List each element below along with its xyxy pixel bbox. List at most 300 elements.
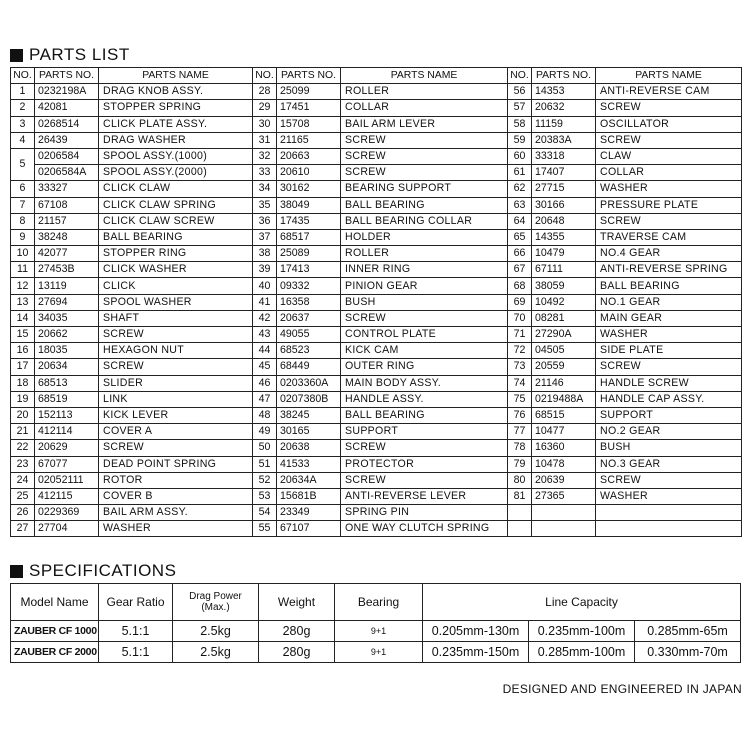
- parts-row: [11, 165, 742, 181]
- part-number: 57: [508, 100, 532, 116]
- part-code: 0268514: [35, 116, 99, 132]
- part-name: HOLDER: [341, 229, 508, 245]
- parts-row: [11, 440, 742, 456]
- spec-capacity-2: 0.235mm-100m: [529, 621, 635, 642]
- part-name: ANTI-REVERSE CAM: [596, 84, 742, 100]
- part-number: 18: [11, 375, 35, 391]
- part-code: 27694: [35, 294, 99, 310]
- part-name: HANDLE SCREW: [596, 375, 742, 391]
- parts-row: [11, 327, 742, 343]
- part-code: 0206584A: [35, 165, 99, 181]
- part-code: 33318: [532, 148, 596, 164]
- part-code: 0229369: [35, 505, 99, 521]
- part-code: 21157: [35, 213, 99, 229]
- part-number: 39: [253, 262, 277, 278]
- spec-header-gear-ratio: Gear Ratio: [99, 584, 173, 621]
- spec-capacity-1: 0.235mm-150m: [423, 642, 529, 663]
- part-name: SHAFT: [99, 310, 253, 326]
- part-number: 29: [253, 100, 277, 116]
- part-code: 20634: [35, 359, 99, 375]
- part-code: 67077: [35, 456, 99, 472]
- part-code: 412114: [35, 424, 99, 440]
- part-number: 55: [253, 521, 277, 537]
- spec-model: ZAUBER CF 2000: [11, 642, 99, 663]
- part-name: HANDLE CAP ASSY.: [596, 391, 742, 407]
- header-parts-name: PARTS NAME: [341, 68, 508, 84]
- parts-row: [11, 521, 742, 537]
- part-number: 34: [253, 181, 277, 197]
- part-number: 67: [508, 262, 532, 278]
- part-name: NO.3 GEAR: [596, 456, 742, 472]
- parts-row: [11, 488, 742, 504]
- part-code: 0232198A: [35, 84, 99, 100]
- part-number: 36: [253, 213, 277, 229]
- part-code: 30166: [532, 197, 596, 213]
- part-code: 26439: [35, 132, 99, 148]
- part-number: 63: [508, 197, 532, 213]
- heading-square-icon: [10, 565, 23, 578]
- part-name: SCREW: [596, 472, 742, 488]
- part-code: 14355: [532, 229, 596, 245]
- part-number: 24: [11, 472, 35, 488]
- part-name: SLIDER: [99, 375, 253, 391]
- part-number: 23: [11, 456, 35, 472]
- part-name: OUTER RING: [341, 359, 508, 375]
- part-name: CLICK CLAW: [99, 181, 253, 197]
- part-code: 17435: [277, 213, 341, 229]
- header-no: NO.: [508, 68, 532, 84]
- part-number: 51: [253, 456, 277, 472]
- part-number: 69: [508, 294, 532, 310]
- part-code: 20637: [277, 310, 341, 326]
- part-code: 68515: [532, 407, 596, 423]
- part-name: KICK LEVER: [99, 407, 253, 423]
- part-code: 27290A: [532, 327, 596, 343]
- parts-row: [11, 472, 742, 488]
- part-name: COLLAR: [596, 165, 742, 181]
- part-name: STOPPER RING: [99, 246, 253, 262]
- part-code: 10477: [532, 424, 596, 440]
- parts-row: [11, 391, 742, 407]
- part-number: 6: [11, 181, 35, 197]
- parts-row: [11, 407, 742, 423]
- part-number: 56: [508, 84, 532, 100]
- part-number: 17: [11, 359, 35, 375]
- spec-model: ZAUBER CF 1000: [11, 621, 99, 642]
- part-name: SCREW: [341, 165, 508, 181]
- part-code: 21165: [277, 132, 341, 148]
- parts-list-table: [10, 67, 742, 537]
- part-code: [532, 505, 596, 521]
- part-number: 75: [508, 391, 532, 407]
- spec-header-bearing: Bearing: [335, 584, 423, 621]
- part-code: 14353: [532, 84, 596, 100]
- part-number: 74: [508, 375, 532, 391]
- spec-row: [11, 621, 741, 642]
- part-code: 25099: [277, 84, 341, 100]
- part-name: BUSH: [596, 440, 742, 456]
- part-name: KICK CAM: [341, 343, 508, 359]
- parts-header-row: [11, 68, 742, 84]
- part-number: 60: [508, 148, 532, 164]
- part-number: 2: [11, 100, 35, 116]
- spec-row: [11, 642, 741, 663]
- part-code: 27365: [532, 488, 596, 504]
- part-number: 52: [253, 472, 277, 488]
- part-number: 38: [253, 246, 277, 262]
- part-number: 41: [253, 294, 277, 310]
- part-number: 62: [508, 181, 532, 197]
- part-number: 44: [253, 343, 277, 359]
- part-name: SCREW: [596, 132, 742, 148]
- part-code: 68519: [35, 391, 99, 407]
- part-name: NO.1 GEAR: [596, 294, 742, 310]
- parts-row: [11, 343, 742, 359]
- part-code: 38059: [532, 278, 596, 294]
- part-code: 17451: [277, 100, 341, 116]
- part-name: [596, 505, 742, 521]
- part-name: STOPPER SPRING: [99, 100, 253, 116]
- part-name: SPOOL ASSY.(1000): [99, 148, 253, 164]
- part-code: 27715: [532, 181, 596, 197]
- part-code: 68513: [35, 375, 99, 391]
- part-name: ANTI-REVERSE SPRING: [596, 262, 742, 278]
- part-name: WASHER: [596, 488, 742, 504]
- part-code: 42081: [35, 100, 99, 116]
- part-code: 23349: [277, 505, 341, 521]
- parts-row: [11, 84, 742, 100]
- part-name: PINION GEAR: [341, 278, 508, 294]
- part-number: 78: [508, 440, 532, 456]
- header-parts-name: PARTS NAME: [596, 68, 742, 84]
- part-code: 42077: [35, 246, 99, 262]
- part-name: INNER RING: [341, 262, 508, 278]
- part-code: 09332: [277, 278, 341, 294]
- part-name: MAIN GEAR: [596, 310, 742, 326]
- spec-header-model: Model Name: [11, 584, 99, 621]
- part-name: CLICK CLAW SCREW: [99, 213, 253, 229]
- part-name: CLAW: [596, 148, 742, 164]
- part-number: [508, 505, 532, 521]
- part-name: DEAD POINT SPRING: [99, 456, 253, 472]
- part-code: 412115: [35, 488, 99, 504]
- part-number: 31: [253, 132, 277, 148]
- part-number: 50: [253, 440, 277, 456]
- part-code: 30165: [277, 424, 341, 440]
- part-code: 0206584: [35, 148, 99, 164]
- spec-header-drag-power: [173, 584, 259, 621]
- part-name: WASHER: [596, 181, 742, 197]
- parts-list-body: [11, 84, 742, 537]
- part-name: SPOOL ASSY.(2000): [99, 165, 253, 181]
- part-name: SCREW: [99, 327, 253, 343]
- part-code: 04505: [532, 343, 596, 359]
- parts-row: [11, 100, 742, 116]
- part-number: 28: [253, 84, 277, 100]
- part-name: NO.2 GEAR: [596, 424, 742, 440]
- part-code: 17413: [277, 262, 341, 278]
- part-number: 14: [11, 310, 35, 326]
- parts-row: [11, 246, 742, 262]
- part-code: 10492: [532, 294, 596, 310]
- part-name: BEARING SUPPORT: [341, 181, 508, 197]
- part-name: SCREW: [341, 132, 508, 148]
- parts-row: [11, 229, 742, 245]
- part-number: 43: [253, 327, 277, 343]
- part-code: 20632: [532, 100, 596, 116]
- parts-row: [11, 424, 742, 440]
- part-code: 17407: [532, 165, 596, 181]
- part-name: WASHER: [596, 327, 742, 343]
- part-code: 20610: [277, 165, 341, 181]
- part-number: 72: [508, 343, 532, 359]
- part-name: ROLLER: [341, 84, 508, 100]
- spec-capacity-1: 0.205mm-130m: [423, 621, 529, 642]
- part-code: 34035: [35, 310, 99, 326]
- part-number: 10: [11, 246, 35, 262]
- parts-row: [11, 294, 742, 310]
- spec-bearing: 9+1: [335, 621, 423, 642]
- part-number: 37: [253, 229, 277, 245]
- spec-bearing: 9+1: [335, 642, 423, 663]
- part-code: 13119: [35, 278, 99, 294]
- part-number: 81: [508, 488, 532, 504]
- parts-row: [11, 148, 742, 164]
- part-number: 59: [508, 132, 532, 148]
- part-code: 20639: [532, 472, 596, 488]
- part-name: SCREW: [341, 472, 508, 488]
- part-code: 27704: [35, 521, 99, 537]
- part-code: 20383A: [532, 132, 596, 148]
- part-number: 16: [11, 343, 35, 359]
- spec-capacity-2: 0.285mm-100m: [529, 642, 635, 663]
- part-number: 64: [508, 213, 532, 229]
- part-number: 20: [11, 407, 35, 423]
- part-number: 33: [253, 165, 277, 181]
- part-number: 76: [508, 407, 532, 423]
- part-number: 12: [11, 278, 35, 294]
- part-name: BALL BEARING: [341, 407, 508, 423]
- part-name: PRESSURE PLATE: [596, 197, 742, 213]
- drag-power-label: Drag Power: [189, 591, 242, 602]
- part-number: [508, 521, 532, 537]
- part-name: SCREW: [99, 359, 253, 375]
- part-name: BALL BEARING: [99, 229, 253, 245]
- part-number: 1: [11, 84, 35, 100]
- part-number: 27: [11, 521, 35, 537]
- part-code: 20662: [35, 327, 99, 343]
- part-name: SPRING PIN: [341, 505, 508, 521]
- part-number: 47: [253, 391, 277, 407]
- part-name: COLLAR: [341, 100, 508, 116]
- part-name: ONE WAY CLUTCH SPRING: [341, 521, 508, 537]
- drag-power-max-label: (Max.): [201, 602, 230, 613]
- designed-in-japan-note: DESIGNED AND ENGINEERED IN JAPAN: [502, 682, 742, 696]
- part-number: 61: [508, 165, 532, 181]
- part-name: ROLLER: [341, 246, 508, 262]
- part-code: 0207380B: [277, 391, 341, 407]
- part-code: 20629: [35, 440, 99, 456]
- part-name: DRAG KNOB ASSY.: [99, 84, 253, 100]
- part-code: 18035: [35, 343, 99, 359]
- part-name: ANTI-REVERSE LEVER: [341, 488, 508, 504]
- part-name: BUSH: [341, 294, 508, 310]
- header-parts-no: PARTS NO.: [532, 68, 596, 84]
- part-name: SUPPORT: [596, 407, 742, 423]
- part-code: 49055: [277, 327, 341, 343]
- part-code: 20634A: [277, 472, 341, 488]
- part-code: 152113: [35, 407, 99, 423]
- part-name: SUPPORT: [341, 424, 508, 440]
- part-code: 20559: [532, 359, 596, 375]
- heading-square-icon: [10, 49, 23, 62]
- part-code: 15681B: [277, 488, 341, 504]
- part-number: 79: [508, 456, 532, 472]
- parts-row: [11, 116, 742, 132]
- part-code: 67111: [532, 262, 596, 278]
- part-code: 10479: [532, 246, 596, 262]
- parts-row: [11, 181, 742, 197]
- part-name: BAIL ARM LEVER: [341, 116, 508, 132]
- part-number: 19: [11, 391, 35, 407]
- spec-header-row: [11, 584, 741, 621]
- part-name: SCREW: [596, 359, 742, 375]
- part-name: BALL BEARING: [596, 278, 742, 294]
- spec-header-line-capacity: Line Capacity: [423, 584, 741, 621]
- part-name: [596, 521, 742, 537]
- part-number: 45: [253, 359, 277, 375]
- part-name: SCREW: [341, 440, 508, 456]
- spec-weight: 280g: [259, 621, 335, 642]
- spec-drag: 2.5kg: [173, 642, 259, 663]
- part-name: CLICK PLATE ASSY.: [99, 116, 253, 132]
- part-number: 9: [11, 229, 35, 245]
- parts-row: [11, 278, 742, 294]
- part-number: 42: [253, 310, 277, 326]
- part-name: CLICK WASHER: [99, 262, 253, 278]
- part-number: 54: [253, 505, 277, 521]
- part-code: [532, 521, 596, 537]
- part-number: 7: [11, 197, 35, 213]
- part-number: 30: [253, 116, 277, 132]
- part-name: ROTOR: [99, 472, 253, 488]
- part-code: 02052111: [35, 472, 99, 488]
- parts-row: [11, 456, 742, 472]
- specifications-table: [10, 583, 741, 663]
- header-parts-name: PARTS NAME: [99, 68, 253, 84]
- parts-list-heading: [10, 45, 130, 65]
- part-code: 11159: [532, 116, 596, 132]
- part-code: 16360: [532, 440, 596, 456]
- parts-row: [11, 213, 742, 229]
- part-name: CONTROL PLATE: [341, 327, 508, 343]
- part-name: COVER B: [99, 488, 253, 504]
- spec-capacity-3: 0.285mm-65m: [635, 621, 741, 642]
- part-name: TRAVERSE CAM: [596, 229, 742, 245]
- part-code: 20663: [277, 148, 341, 164]
- part-code: 38049: [277, 197, 341, 213]
- part-number: 25: [11, 488, 35, 504]
- part-number: 40: [253, 278, 277, 294]
- part-number: 32: [253, 148, 277, 164]
- part-name: BALL BEARING COLLAR: [341, 213, 508, 229]
- part-name: DRAG WASHER: [99, 132, 253, 148]
- part-number: 3: [11, 116, 35, 132]
- part-number: 4: [11, 132, 35, 148]
- part-code: 0203360A: [277, 375, 341, 391]
- parts-row: [11, 197, 742, 213]
- header-parts-no: PARTS NO.: [277, 68, 341, 84]
- spec-gear-ratio: 5.1:1: [99, 642, 173, 663]
- parts-row: [11, 310, 742, 326]
- part-number: 73: [508, 359, 532, 375]
- part-code: 27453B: [35, 262, 99, 278]
- parts-row: [11, 262, 742, 278]
- part-code: 68517: [277, 229, 341, 245]
- part-code: 20638: [277, 440, 341, 456]
- parts-list-title: PARTS LIST: [29, 45, 130, 64]
- part-code: 10478: [532, 456, 596, 472]
- part-name: HANDLE ASSY.: [341, 391, 508, 407]
- part-code: 33327: [35, 181, 99, 197]
- part-number: 53: [253, 488, 277, 504]
- part-code: 0219488A: [532, 391, 596, 407]
- part-number: 71: [508, 327, 532, 343]
- part-name: PROTECTOR: [341, 456, 508, 472]
- part-code: 38245: [277, 407, 341, 423]
- header-parts-no: PARTS NO.: [35, 68, 99, 84]
- part-number: 48: [253, 407, 277, 423]
- part-name: WASHER: [99, 521, 253, 537]
- part-code: 21146: [532, 375, 596, 391]
- part-name: MAIN BODY ASSY.: [341, 375, 508, 391]
- part-number: 11: [11, 262, 35, 278]
- part-number: 65: [508, 229, 532, 245]
- part-name: COVER A: [99, 424, 253, 440]
- part-name: SPOOL WASHER: [99, 294, 253, 310]
- part-number: 5: [11, 148, 35, 180]
- header-no: NO.: [11, 68, 35, 84]
- part-number: 80: [508, 472, 532, 488]
- parts-row: [11, 359, 742, 375]
- part-code: 16358: [277, 294, 341, 310]
- part-name: SCREW: [341, 310, 508, 326]
- part-name: BALL BEARING: [341, 197, 508, 213]
- part-number: 35: [253, 197, 277, 213]
- part-name: NO.4 GEAR: [596, 246, 742, 262]
- specifications-heading: [10, 561, 176, 581]
- part-name: SCREW: [341, 148, 508, 164]
- part-code: 25089: [277, 246, 341, 262]
- part-number: 13: [11, 294, 35, 310]
- spec-weight: 280g: [259, 642, 335, 663]
- part-code: 67107: [277, 521, 341, 537]
- part-code: 41533: [277, 456, 341, 472]
- part-number: 22: [11, 440, 35, 456]
- part-code: 30162: [277, 181, 341, 197]
- part-number: 21: [11, 424, 35, 440]
- spec-capacity-3: 0.330mm-70m: [635, 642, 741, 663]
- part-number: 70: [508, 310, 532, 326]
- part-code: 08281: [532, 310, 596, 326]
- part-code: 15708: [277, 116, 341, 132]
- part-code: 38248: [35, 229, 99, 245]
- part-number: 8: [11, 213, 35, 229]
- part-name: SIDE PLATE: [596, 343, 742, 359]
- part-name: BAIL ARM ASSY.: [99, 505, 253, 521]
- part-code: 67108: [35, 197, 99, 213]
- spec-gear-ratio: 5.1:1: [99, 621, 173, 642]
